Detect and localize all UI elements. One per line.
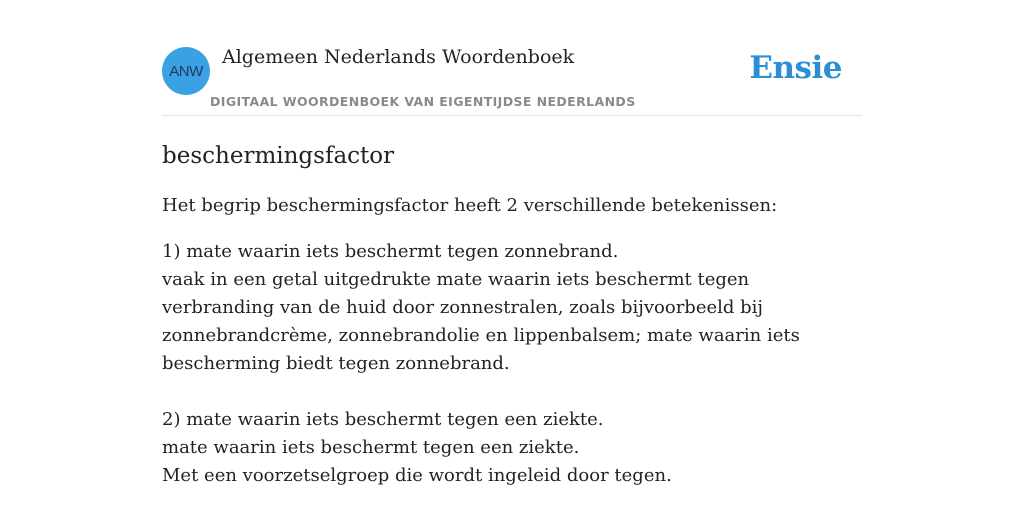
meaning-item	[162, 406, 862, 490]
meanings-list	[162, 238, 862, 490]
meaning-note: Met een voorzetselgroep die wordt ingeleid door tegen.	[162, 465, 672, 486]
logo-text: ANW	[169, 62, 203, 80]
entry-content	[162, 141, 862, 490]
meaning-definition: mate waarin iets beschermt tegen een ziekte.	[162, 437, 580, 458]
entry-intro: Het begrip beschermingsfactor heeft 2 verschillende betekenissen:	[162, 195, 778, 216]
anw-logo[interactable]	[162, 47, 210, 95]
site-header	[162, 46, 862, 116]
meaning-heading: 2) mate waarin iets beschermt tegen een ziekte.	[162, 409, 604, 430]
meaning-definition: vaak in een getal uitgedrukte mate waarin iets beschermt tegen verbranding van de huid door zonnestralen, zoals bijvoorbeeld bij zonnebrandcrème, zonnebrandolie en lippenbalsem; mate waarin iets bescherming biedt tegen zonnebrand.	[162, 269, 800, 374]
page	[162, 0, 862, 490]
meaning-item	[162, 238, 862, 378]
ensie-brand-link[interactable]: Ensie	[749, 50, 842, 86]
site-title[interactable]: Algemeen Nederlands Woordenboek	[222, 46, 575, 68]
headword: beschermingsfactor	[162, 143, 395, 169]
site-subtitle: DIGITAAL WOORDENBOEK VAN EIGENTIJDSE NEDERLANDS	[210, 94, 636, 109]
meaning-heading: 1) mate waarin iets beschermt tegen zonnebrand.	[162, 241, 619, 262]
